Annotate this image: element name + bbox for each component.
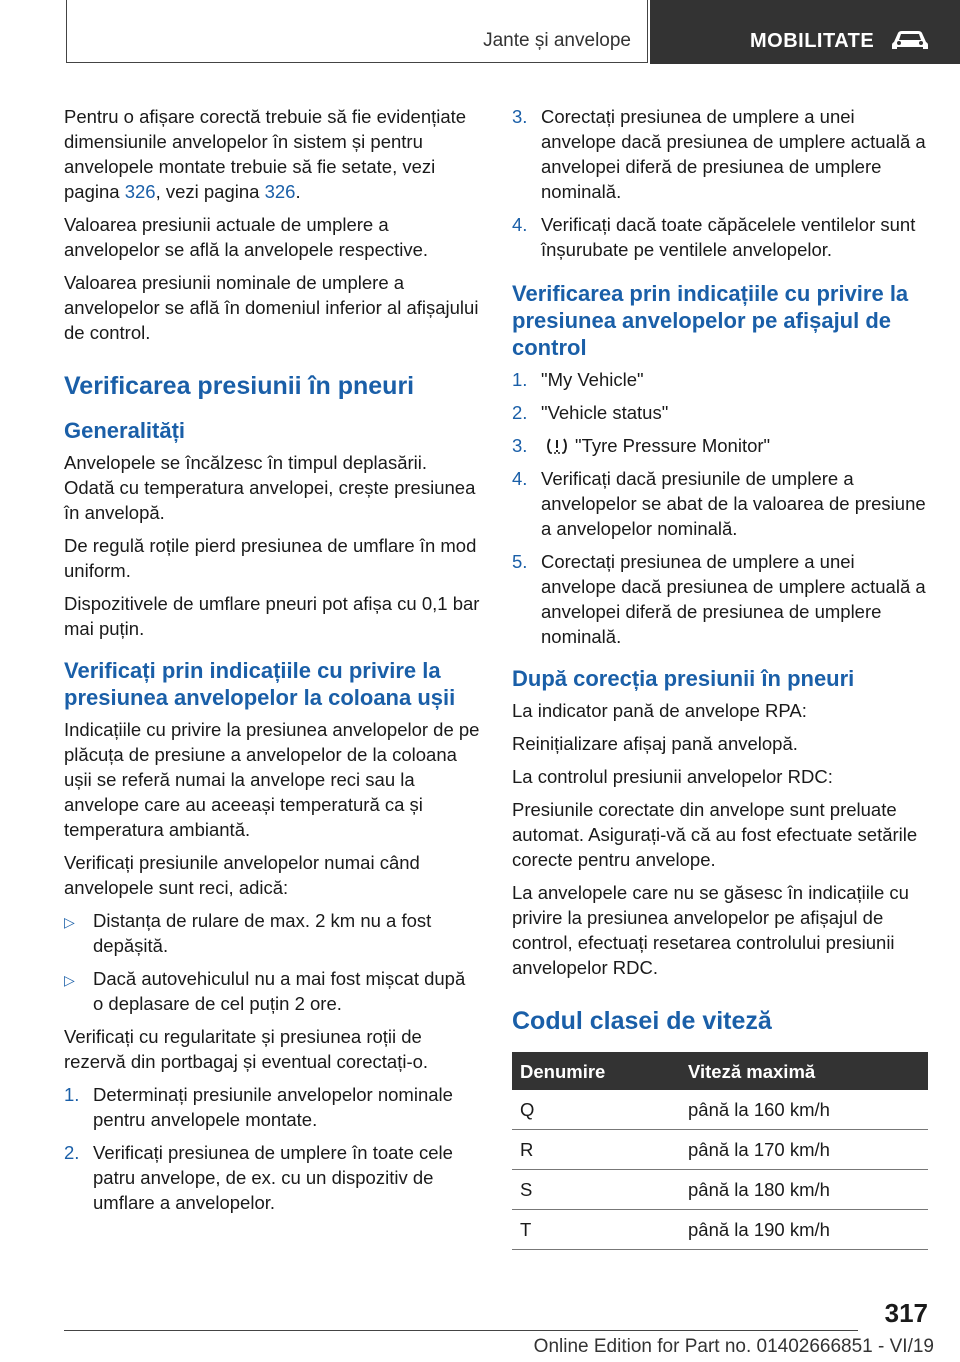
paragraph: Dispozitivele de umflare pneuri pot afișa cu 0,1 bar mai puțin. [64, 593, 480, 639]
table-cell: S [512, 1170, 680, 1210]
heading-display-check: Verificarea prin indicațiile cu privire la presiunea anvelopelor pe afișajul de control [512, 281, 909, 360]
table-cell: până la 190 km/h [680, 1210, 928, 1250]
right-column [512, 104, 928, 1250]
bullet-item: ▷ Distanța de rulare de max. 2 km nu a fost depășită. [64, 910, 432, 956]
header-section-box [66, 0, 648, 63]
bullet-item: ▷ Dacă autovehiculul nu a mai fost mișcat după o deplasare de cel puțin 2 ore. [64, 968, 466, 1014]
tire-pressure-warning-icon [545, 437, 569, 457]
chapter-title: MOBILITATE [750, 30, 875, 52]
paragraph: Valoarea presiunii nominale de umplere a anvelopelor se află în domeniul inferior al afișajului de control. [64, 272, 479, 343]
paragraph: Anvelopele se încălzesc în timpul deplasării. Odată cu temperatura anvelopei, crește presiunea în anvelopă. [64, 452, 476, 523]
table-cell: până la 170 km/h [680, 1130, 928, 1170]
heading-general: Generalități [64, 418, 186, 443]
edition-footer: Online Edition for Part no. 01402666851 - VI/19 [533, 1336, 934, 1357]
left-column [64, 104, 480, 1223]
table-row [512, 1170, 928, 1210]
paragraph: Verificați cu regularitate și presiunea roții de rezervă din portbagaj și eventual corectați-o. [64, 1026, 429, 1072]
table-cell: Q [512, 1090, 680, 1130]
step-item: 1. "My Vehicle" [512, 369, 644, 390]
paragraph: Valoarea presiunii actuale de umplere a anvelopelor se află la anvelopele respective. [64, 214, 429, 260]
table-header-row [512, 1052, 928, 1090]
paragraph: Verificați presiunile anvelopelor numai când anvelopele sunt reci, adică: [64, 852, 420, 898]
heading-door-pillar-check: Verificați prin indicațiile cu privire la presiunea anvelopelor la coloana ușii [64, 658, 456, 710]
header-chapter-box [650, 0, 960, 64]
table-row [512, 1090, 928, 1130]
bullet-triangle-icon: ▷ [64, 914, 75, 930]
step-item: 3. Corectați presiunea de umplere a unei anvelope dacă presiunea de umplere actuală a anvelopei diferă de presiunea de umplere nominală. [512, 106, 926, 202]
footer-divider [64, 1330, 858, 1331]
table-cell: până la 160 km/h [680, 1090, 928, 1130]
column-header: Viteză maximă [680, 1052, 928, 1090]
heading-tire-pressure-check: Verificarea presiunii în pneuri [64, 372, 415, 400]
heading-speed-class: Codul clasei de viteză [512, 1007, 772, 1035]
column-header: Denumire [512, 1052, 680, 1090]
paragraph: Indicațiile cu privire la presiunea anvelopelor de pe plăcuța de presiune a anvelopelor de la coloana ușii se referă numai la anvelope reci sau la anvelope care au aceeași temperatură ca și temperatura ambiantă. [64, 719, 480, 840]
paragraph: Reinițializare afișaj pană anvelopă. [512, 733, 798, 754]
table-cell: T [512, 1210, 680, 1250]
heading-after-correction: După corecția presiunii în pneuri [512, 666, 855, 691]
step-item: 2. Verificați presiunea de umplere în toate cele patru anvelope, de ex. cu un dispozitiv de umflare a anvelopelor. [64, 1142, 453, 1213]
paragraph: La controlul presiunii anvelopelor RDC: [512, 766, 833, 787]
paragraph: La indicator pană de anvelope RPA: [512, 700, 807, 721]
page-number: 317 [884, 1298, 928, 1328]
table-cell: R [512, 1130, 680, 1170]
speed-class-table [512, 1052, 928, 1250]
paragraph: Presiunile corectate din anvelope sunt preluate automat. Asigurați-vă că au fost efectuate setările corecte pentru anvelope. [512, 799, 918, 870]
page-link[interactable]: 326 [264, 181, 296, 202]
step-item: 4. Verificați dacă presiunile de umplere a anvelopelor se abat de la valoarea de presiune a anvelopelor nominală. [512, 468, 926, 539]
step-item: 5. Corectați presiunea de umplere a unei anvelope dacă presiunea de umplere actuală a anvelopei diferă de presiunea de umplere nominală. [512, 551, 926, 647]
car-icon [890, 28, 930, 52]
table-cell: până la 180 km/h [680, 1170, 928, 1210]
step-item: 2. "Vehicle status" [512, 402, 669, 423]
paragraph: La anvelopele care nu se găsesc în indicațiile cu privire la presiunea anvelopelor pe afișajul de control, efectuați resetarea controlului presiunii anvelopelor RDC. [512, 882, 909, 978]
table-row [512, 1130, 928, 1170]
intro-paragraph: Pentru o afișare corectă trebuie să fie evidențiate dimensiunile anvelopelor în sistem și pentru anvelopele montate trebuie să fie setate, vezi pagina 326, vezi pagina 326. [64, 106, 467, 202]
step-item: 1. Determinați presiunile anvelopelor nominale pentru anvelopele montate. [64, 1084, 453, 1130]
step-item: 4. Verificați dacă toate căpăcelele ventilelor sunt înșurubate pe ventilele anvelopelor. [512, 214, 916, 260]
page-link[interactable]: 326 [124, 181, 156, 202]
bullet-triangle-icon: ▷ [64, 972, 75, 988]
paragraph: De regulă roțile pierd presiunea de umflare în mod uniform. [64, 535, 477, 581]
section-title: Jante și anvelope [483, 30, 631, 51]
table-row [512, 1210, 928, 1250]
step-item: 3. "Tyre Pressure Monitor" [512, 435, 771, 456]
